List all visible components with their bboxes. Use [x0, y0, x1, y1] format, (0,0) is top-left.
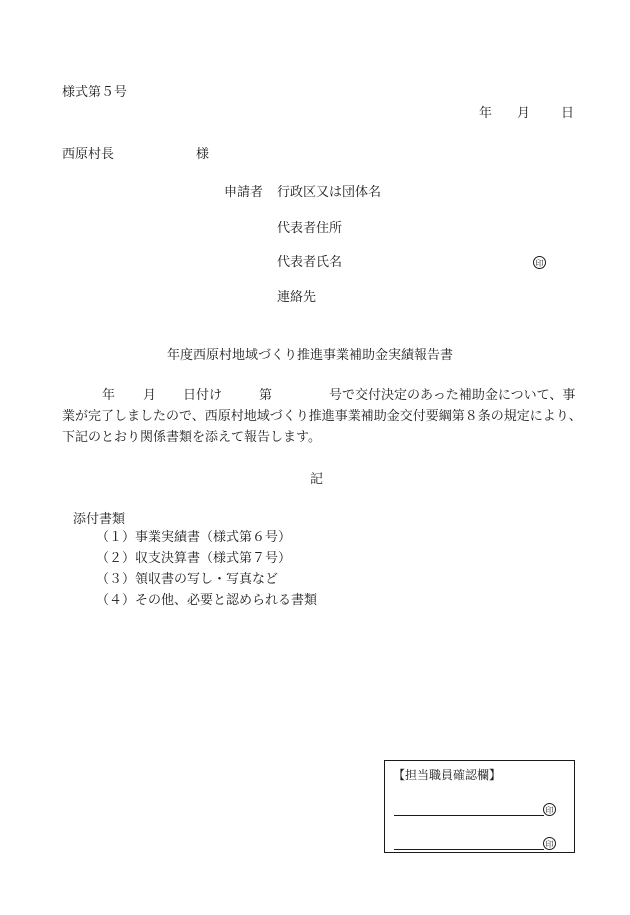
attachment-item-2: （２）収支決算書（様式第７号） — [96, 551, 292, 566]
attachment-item-3: （３）領収書の写し・写真など — [96, 572, 279, 587]
applicant-org-label: 行政区又は団体名 — [277, 185, 382, 200]
staff-seal-text-2: 印 — [543, 837, 556, 850]
confirmation-box-title: 【担当職員確認欄】 — [393, 768, 502, 782]
addressee-name: 西原村長 — [62, 147, 115, 162]
staff-seal-icon-2 — [543, 837, 556, 850]
applicant-name-label: 代表者氏名 — [277, 255, 343, 270]
signature-line-2 — [394, 849, 544, 850]
applicant-address-label: 代表者住所 — [277, 221, 343, 236]
applicant-label: 申請者 — [224, 185, 264, 200]
date-day-label: 日 — [561, 106, 575, 121]
ki-label: 記 — [310, 472, 324, 487]
body-year-label: 年 — [102, 388, 116, 403]
body-line2: 業が完了しましたので、西原村地域づくり推進事業補助金交付要綱第８条の規定により、 — [62, 409, 582, 424]
signature-line-1 — [394, 815, 544, 816]
attachment-item-1: （１）事業実績書（様式第６号） — [96, 530, 292, 545]
body-line1-rest: 号で交付決定のあった補助金について、事 — [329, 388, 576, 403]
body-month-label: 月 — [143, 388, 157, 403]
staff-seal-icon-1 — [543, 803, 556, 816]
date-month-label: 月 — [517, 106, 531, 121]
staff-confirmation-box — [384, 760, 575, 853]
attachment-item-4: （４）その他、必要と認められる書類 — [96, 593, 318, 608]
applicant-contact-label: 連絡先 — [277, 290, 317, 305]
applicant-seal-icon — [533, 256, 546, 269]
body-date-label: 日付け — [183, 388, 223, 403]
body-line3: 下記のとおり関係書類を添えて報告します。 — [62, 430, 321, 445]
document-title: 年度西原村地域づくり推進事業補助金実績報告書 — [167, 348, 454, 363]
staff-seal-text-1: 印 — [543, 803, 556, 816]
addressee-honorific: 様 — [196, 147, 210, 162]
body-number-prefix: 第 — [259, 388, 273, 403]
form-number: 様式第５号 — [62, 85, 128, 100]
date-year-label: 年 — [479, 106, 493, 121]
attachments-heading: 添付書類 — [73, 512, 126, 527]
applicant-seal-text: 印 — [533, 256, 546, 269]
